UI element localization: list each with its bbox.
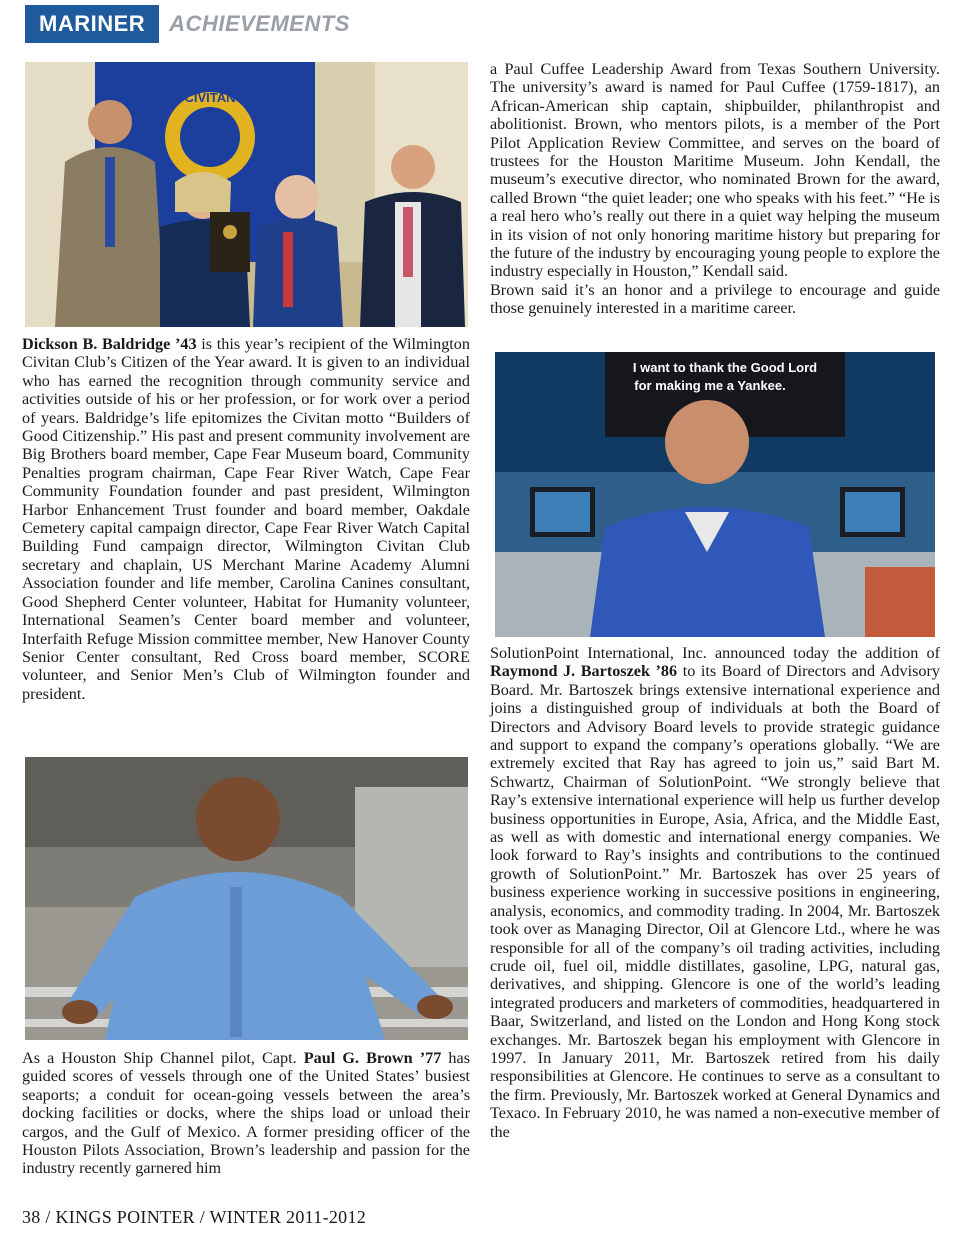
brown-closing-paragraph: Brown said it’s an honor and a privilege to encourage and guide those genuinely interested in a maritime career.	[490, 280, 940, 318]
bartoszek-body: to its Board of Directors and Advisory Board. Mr. Bartoszek brings extensive international experience and joins a distinguished group of individuals at both the Board of Directors and Advisory Board levels to provide strategic guidance and support to expand the company’s operations globally. “We are extremely excited that Ray has agreed to join us,” said Bart M. Schwartz, Chairman of SolutionPoint. “We strongly believe that Ray’s extensive international experience will help us further develop business opportunities in Europe, Asia, Africa, and the Middle East, as well as with domestic and international energy companies. We look forward to Ray’s insights and contributions to the continued growth of SolutionPoint.” Mr. Bartoszek has over 25 years of business experience working in successive positions in engineering, analysis, economics, and commodity trading. In 2004, Mr. Bartoszek took over as Managing Director, Oil at Glencore Ltd., where he was responsible for all of the company’s oil trading activities, including crude oil, fuel oil, middle distillates, gasoline, LPG, natural gas, derivatives, and shipping. Glencore is one of the world’s leading integrated producers and marketers of commodities, headquartered in Baar, Switzerland, and listed on the London and Hong Kong stock exchanges. Mr. Bartoszek began his employment with Glencore in 1997. In January 2011, Mr. Bartoszek retired from his daily responsibilities at Glencore. He continues to serve as a consultant to the firm. Previously, Mr. Bartoszek worked at General Dynamics and Texaco. In February 2010, he was named a non-executive member of the	[490, 662, 940, 1141]
brown-lead: As a Houston Ship Channel pilot, Capt.	[22, 1049, 304, 1067]
section-header	[25, 5, 360, 43]
bartoszek-photo	[495, 352, 935, 637]
section-label: MARINER	[25, 5, 159, 43]
section-topic: ACHIEVEMENTS	[169, 11, 350, 36]
page-footer: 38 / KINGS POINTER / WINTER 2011-2012	[22, 1207, 367, 1227]
baldridge-award-photo	[25, 62, 468, 327]
bartoszek-lead: SolutionPoint International, Inc. announced today the addition of	[490, 644, 940, 662]
brown-article	[22, 1049, 470, 1178]
screen-quote-line-1: I want to thank the Good Lord	[632, 360, 818, 375]
baldridge-name: Dickson B. Baldridge ’43	[22, 335, 197, 353]
baldridge-article	[22, 335, 470, 703]
civitan-banner-text: CIVITAN	[184, 90, 236, 105]
screen-quote-line-2: for making me a Yankee.	[634, 378, 786, 393]
brown-name: Paul G. Brown ’77	[303, 1049, 442, 1067]
bartoszek-name: Raymond J. Bartoszek ’86	[490, 662, 678, 681]
baldridge-body: is this year’s recipient of the Wilmington Civitan Club’s Citizen of the Year award. It is given to an individual who has earned the recognition through community service and activities outside of his or her profession, or for work over a period of years. Baldridge’s life epitomizes the Civitan motto “Builders of Good Citizenship.” His past and present community involvement are Big Brothers board member, Cape Fear Museum board, Community Penalties program chairman, Cape Fear River Watch, Cape Fear Community Foundation founder and past president, Wilmington Harbor Enhancement Trust founder and board member, Oakdale Cemetery capital campaign director, Cape Fear River Watch Capital Building Fund campaign director, Wilmington Civitan Club secretary and chaplain, US Merchant Marine Academy Alumni Association founder and life member, Carolina Canines consultant, Good Shepherd Center volunteer, Habitat for Humanity volunteer, International Seamen’s Center board member and volunteer, Interfaith Refuge Mission committee member, New Hanover County Senior Center consultant, Red Cross board member, SCORE volunteer, and Senior Men’s Club of Wilmington founder and president.	[22, 335, 470, 703]
brown-article-continued	[490, 60, 940, 318]
brown-photo	[25, 757, 468, 1040]
brown-continued-paragraph: a Paul Cuffee Leadership Award from Texas Southern University. The university’s award is named for Paul Cuffee (1759-1817), an African-American ship captain, shipbuilder, philanthropist and abolitionist. Brown, who mentors pilots, is a member of the Port Pilot Application Review Committee, and serves on the board of trustees for the Houston Maritime Museum. John Kendall, the museum’s executive director, who nominated Brown for the award, called Brown “the quiet leader; one who speaks with his feet.” “He is a real hero who’s really out there in a quiet way helping the museum in its vision of not only honoring maritime history but preparing for the future of the industry by encouraging young people to explore the industry especially in Houston,” Kendall said.	[490, 60, 940, 281]
brown-body: has guided scores of vessels through one of the United States’ busiest seaports; a conduit for ocean-going vessels between the area’s docking facilities or docks, where the ships load or unload their cargos, and the Gulf of Mexico. A former presiding officer of the Houston Pilots Association, Brown’s leadership and passion for the industry recently garnered him	[22, 1049, 471, 1178]
bartoszek-article	[490, 644, 940, 1141]
